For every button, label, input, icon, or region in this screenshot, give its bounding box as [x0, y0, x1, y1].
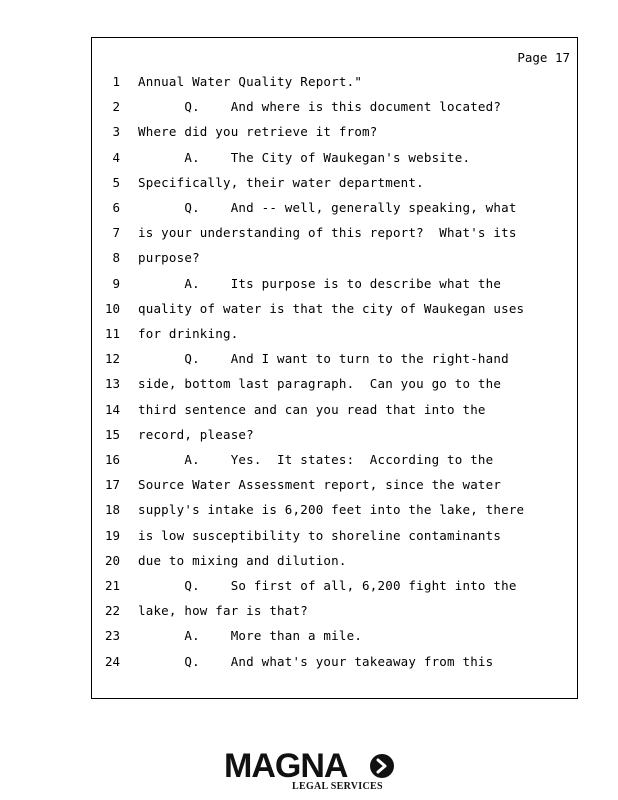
line-text: Annual Water Quality Report.": [138, 74, 363, 89]
line-number: 17: [104, 477, 120, 493]
line-number: 1: [112, 74, 120, 89]
line-text: Where did you retrieve it from?: [138, 124, 378, 140]
transcript-line: [92, 301, 577, 326]
line-text: Q. And I want to turn to the right-hand: [138, 351, 509, 367]
line-number: 23: [104, 628, 120, 644]
transcript-line: [92, 578, 577, 603]
transcript-line: [92, 276, 577, 301]
line-text: Q. And -- well, generally speaking, what: [138, 200, 517, 215]
line-number: 12: [104, 351, 120, 367]
line-text: Q. So first of all, 6,200 fight into the: [138, 578, 517, 593]
transcript-line: [92, 628, 577, 653]
transcript-line: [92, 528, 577, 553]
transcript-line: [92, 477, 577, 502]
line-text: Q. And what's your takeaway from this: [138, 653, 494, 669]
line-number: 13: [104, 376, 120, 392]
line-text: side, bottom last paragraph. Can you go to the: [138, 376, 502, 392]
transcript-line: [92, 402, 577, 427]
line-text: A. More than a mile.: [138, 628, 363, 644]
magna-logo: [220, 747, 400, 793]
line-number: 9: [112, 275, 120, 291]
transcript-line: [92, 200, 577, 225]
line-number: 18: [104, 502, 120, 518]
line-text: A. Its purpose is to describe what the: [138, 275, 502, 291]
line-text: lake, how far is that?: [138, 603, 308, 619]
line-number: 15: [104, 426, 120, 442]
line-number: 16: [104, 452, 120, 467]
transcript-line: [92, 553, 577, 578]
transcript-line: [92, 250, 577, 275]
transcript-line: [92, 124, 577, 149]
line-number: 6: [112, 200, 120, 215]
line-number: 8: [112, 250, 120, 266]
line-text: due to mixing and dilution.: [138, 552, 347, 568]
line-number: 11: [104, 326, 120, 341]
line-text: purpose?: [138, 250, 200, 266]
line-number: 10: [104, 300, 120, 316]
transcript-line: [92, 326, 577, 351]
line-text: A. The City of Waukegan's website.: [138, 149, 471, 165]
line-number: 14: [104, 401, 120, 417]
page-number: Page 17: [517, 50, 570, 65]
transcript-line: [92, 225, 577, 250]
line-text: is your understanding of this report? What's its: [138, 225, 517, 241]
chevron-right-icon: [370, 754, 394, 778]
line-text: third sentence and can you read that into the: [138, 401, 486, 417]
transcript-line: [92, 452, 577, 477]
line-text: A. Yes. It states: According to the: [138, 452, 494, 467]
line-number: 24: [104, 653, 120, 669]
transcript-line: [92, 175, 577, 200]
transcript-line: [92, 603, 577, 628]
line-text: for drinking.: [138, 326, 239, 341]
line-number: 7: [112, 225, 120, 241]
line-text: supply's intake is 6,200 feet into the lake, there: [138, 502, 525, 518]
logo-wordmark: MAGNA: [224, 747, 348, 785]
transcript-line: [92, 99, 577, 124]
line-number: 22: [104, 603, 120, 619]
transcript-line: [92, 376, 577, 401]
line-number: 21: [104, 578, 120, 593]
line-number: 2: [112, 99, 120, 115]
line-number: 19: [104, 527, 120, 543]
transcript-line: [92, 427, 577, 452]
transcript-line: [92, 502, 577, 527]
line-number: 4: [112, 149, 120, 165]
line-number: 3: [112, 124, 120, 140]
transcript-line: [92, 654, 577, 679]
line-text: Source Water Assessment report, since the water: [138, 477, 502, 493]
line-text: quality of water is that the city of Waukegan uses: [138, 300, 525, 316]
transcript-line: [92, 74, 577, 99]
line-text: record, please?: [138, 426, 254, 442]
transcript-line: [92, 351, 577, 376]
logo-subtitle: LEGAL SERVICES: [292, 781, 383, 792]
transcript-line: [92, 150, 577, 175]
line-text: Q. And where is this document located?: [138, 99, 502, 115]
line-number: 20: [104, 552, 120, 568]
line-text: is low susceptibility to shoreline contaminants: [138, 527, 502, 543]
line-number: 5: [112, 174, 120, 190]
transcript-page-frame: [91, 37, 578, 699]
line-text: Specifically, their water department.: [138, 174, 424, 190]
